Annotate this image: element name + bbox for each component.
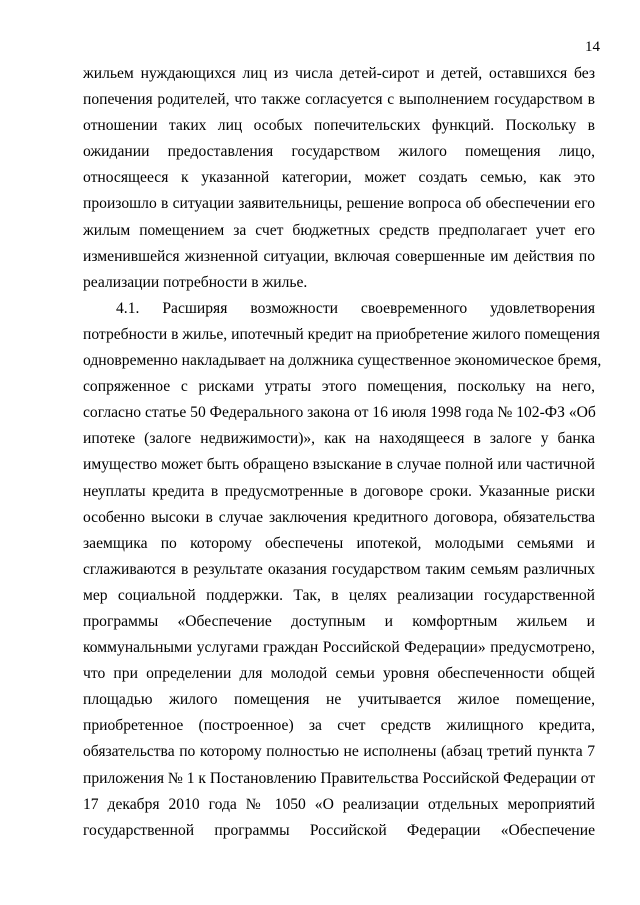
text-line: что при определении для молодой семьи уровня обеспеченности общей bbox=[83, 665, 595, 683]
section-heading-line: 4.1. Расширяя возможности своевременного удовлетворения bbox=[116, 299, 595, 317]
text-line: государственной программы Российской Федерации «Обеспечение bbox=[83, 821, 595, 839]
text-line: согласно статье 50 Федерального закона от 16 июля 1998 года № 102-ФЗ «Об bbox=[83, 404, 596, 422]
text-line: приложения № 1 к Постановлению Правительства Российской Федерации от bbox=[83, 769, 596, 787]
text-line: потребности в жилье, ипотечный кредит на приобретение жилого помещения bbox=[83, 325, 600, 343]
text-line: одновременно накладывает на должника существенное экономическое бремя, bbox=[83, 352, 602, 370]
document-body bbox=[83, 61, 602, 844]
text-line: мер социальной поддержки. Так, в целях реализации государственной bbox=[83, 586, 595, 604]
text-line: обязательства по которому полностью не исполнены (абзац третий пункта 7 bbox=[83, 743, 595, 761]
text-line: ожидании предоставления государством жилого помещения лицо, bbox=[83, 143, 595, 161]
text-line: площадью жилого помещения не учитывается жилое помещение, bbox=[83, 691, 595, 709]
text-line: относящееся к указанной категории, может создать семью, как это bbox=[83, 169, 595, 187]
text-line: жильем нуждающихся лиц из числа детей-сирот и детей, оставшихся без bbox=[83, 65, 595, 82]
text-line: ипотеке (залоге недвижимости)», как на находящееся в залоге у банка bbox=[83, 430, 595, 448]
text-line: произошло в ситуации заявительницы, решение вопроса об обеспечении его bbox=[83, 195, 595, 213]
text-line: заемщика по которому обеспечены ипотекой, молодыми семьями и bbox=[83, 534, 595, 552]
text-line: изменившейся жизненной ситуации, включая совершенные им действия по bbox=[83, 247, 595, 265]
text-line: отношении таких лиц особых попечительских функций. Поскольку в bbox=[83, 117, 595, 135]
text-line: имущество может быть обращено взыскание в случае полной или частичной bbox=[83, 456, 595, 474]
text-line: 17 декабря 2010 года № 1050 «О реализации отдельных мероприятий bbox=[83, 795, 595, 813]
text-line: сопряженное с рисками утраты этого помещения, поскольку на него, bbox=[83, 378, 595, 396]
text-line: программы «Обеспечение доступным и комфортным жильем и bbox=[83, 612, 595, 630]
text-line: приобретенное (построенное) за счет средств жилищного кредита, bbox=[83, 717, 595, 735]
text-line: жилым помещением за счет бюджетных средств предполагает учет его bbox=[83, 221, 595, 239]
text-line: коммунальными услугами граждан Российской Федерации» предусмотрено, bbox=[83, 639, 595, 657]
text-line: неуплаты кредита в предусмотренные в договоре сроки. Указанные риски bbox=[83, 482, 595, 500]
text-line: попечения родителей, что также согласуется с выполнением государством в bbox=[83, 91, 595, 109]
text-line: сглаживаются в результате оказания государством таким семьям различных bbox=[83, 560, 595, 578]
page-number: 14 bbox=[585, 39, 600, 55]
text-line: реализации потребности в жилье. bbox=[83, 273, 308, 291]
text-line: особенно высоки в случае заключения кредитного договора, обязательства bbox=[83, 508, 595, 526]
